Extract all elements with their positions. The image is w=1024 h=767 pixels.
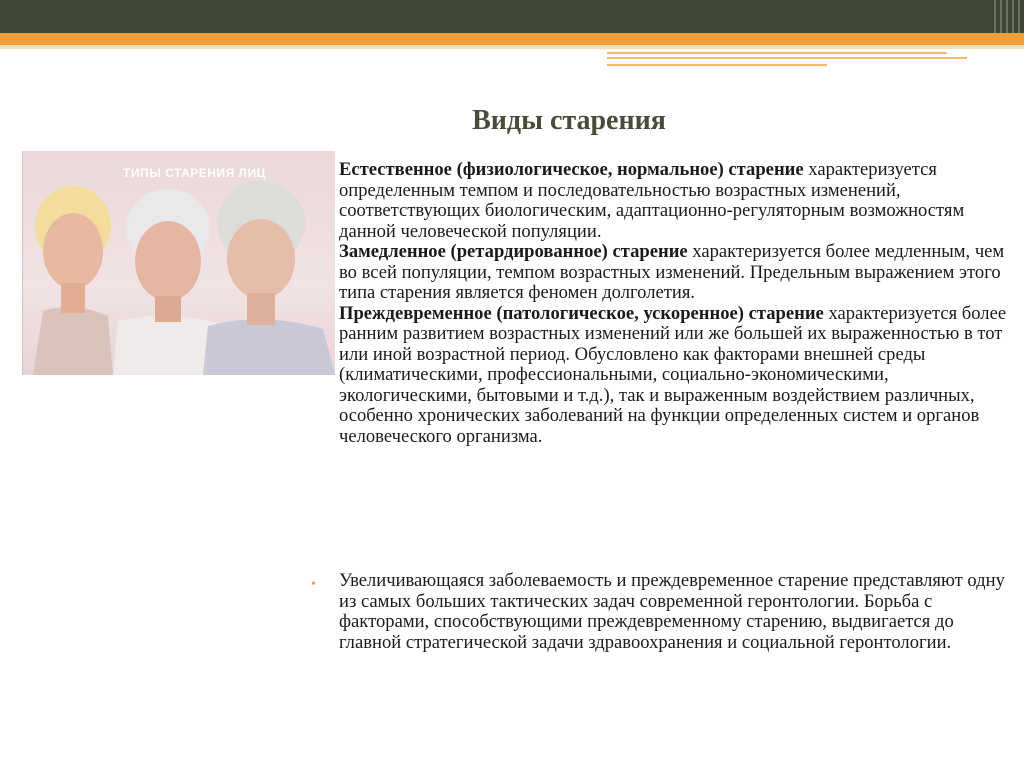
deco-line-2 xyxy=(607,57,967,59)
paragraph-text: характеризуется более ранним развитием возрастных изменений или же большей их выраженностью в тот или иной возрастной период. Обусловлено как факторами внешней среды (климатическими, профессиональными, социально-экономическими, экологическими, бытовыми и т.д.), так и выраженным воздействием различных, особенно хронических заболеваний на функции определенных систем и органов человеческого организма. xyxy=(339,302,1007,447)
paragraph-text: характеризуется более медленным, чем во всей популяции, темпом возрастных изменений. Предельным выражением этого типа старения является феномен долголетия. xyxy=(339,241,1005,303)
aging-faces-photo xyxy=(22,151,335,375)
paragraph-heading: Замедленное (ретардированное) старение xyxy=(339,241,688,262)
paragraph-natural-aging xyxy=(339,160,1009,242)
paragraph-premature-aging xyxy=(339,304,1009,448)
paragraph-text: характеризуется определенным темпом и последовательностью возрастных изменений, соответствующих биологическим, адаптационно-регуляторным возможностям данной человеческой популяции. xyxy=(339,159,965,242)
faces-illustration xyxy=(23,151,335,375)
bullet-text: Увеличивающаяся заболеваемость и преждевременное старение представляют одну из самых больших тактических задач современной геронтологии. Борьба с факторами, способствующими преждевременному старению, выдвигается до главной стратегической задачи здравоохранения и социальной геронтологии. xyxy=(339,570,1005,653)
header-bar xyxy=(0,0,1024,33)
deco-line-1 xyxy=(607,52,947,54)
bullet-dot-icon: • xyxy=(311,577,316,592)
deco-line-3 xyxy=(607,64,827,66)
header-stripes xyxy=(990,0,1024,33)
orange-band xyxy=(0,33,1024,45)
body-text xyxy=(339,160,1009,447)
slide-title: Виды старения xyxy=(472,105,666,136)
paragraph-slow-aging xyxy=(339,242,1009,304)
paragraph-heading: Естественное (физиологическое, нормальное) старение xyxy=(339,159,804,180)
bullet-item xyxy=(311,570,1009,653)
cream-band xyxy=(0,45,1024,49)
paragraph-heading: Преждевременное (патологическое, ускоренное) старение xyxy=(339,302,824,324)
photo-caption: ТИПЫ СТАРЕНИЯ ЛИЦ xyxy=(123,166,266,180)
